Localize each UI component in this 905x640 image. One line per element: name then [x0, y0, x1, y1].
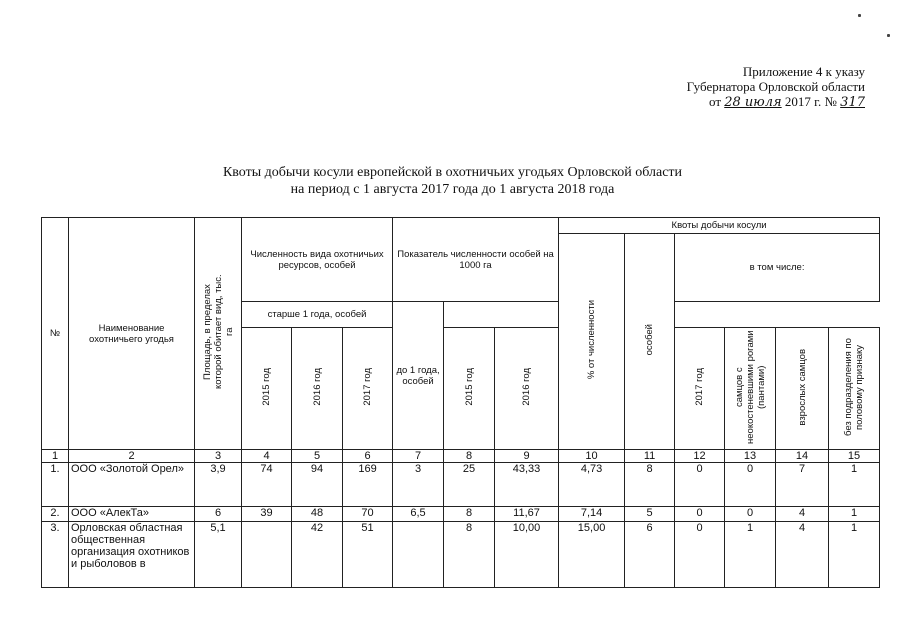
cell-pop-2017: 70: [343, 507, 393, 522]
cell-den-2016: 25: [444, 463, 495, 507]
cell-pop-2017: 169: [343, 463, 393, 507]
col-number: 7: [393, 450, 444, 463]
header-under1: до 1 года, особей: [393, 302, 444, 450]
cell-den-2015: [393, 522, 444, 588]
appendix-date-prefix: от: [708, 94, 721, 109]
cell-area: 6: [195, 507, 242, 522]
col-number: 11: [625, 450, 675, 463]
header-name: Наименование охотничьего угодья: [69, 218, 195, 450]
header-quotas: Квоты добычи косули: [559, 218, 880, 234]
header-area-text: Площадь, в пределах которой обитает вид, тыс. га: [201, 274, 235, 390]
column-numbers-row: [42, 450, 880, 463]
header-including: в том числе:: [675, 234, 880, 302]
header-den-2015: [444, 328, 495, 450]
table-row: [42, 522, 880, 588]
header-pop-2017-text: 2017 год: [362, 368, 374, 406]
header-no-sex-text: без подразделения по половому признаку: [843, 338, 866, 436]
header-pop-2016-text: 2016 год: [311, 368, 323, 406]
col-number: 14: [776, 450, 829, 463]
cell-quota: 6: [625, 522, 675, 588]
header-individuals: [625, 234, 675, 450]
handwritten-date: 28 июля: [724, 95, 782, 110]
cell-percent: 15,00: [559, 522, 625, 588]
col-number: 13: [725, 450, 776, 463]
header-pop-2015: [242, 328, 292, 450]
header-adult-males-text: взрослых самцов: [796, 348, 808, 426]
header-percent: [559, 234, 625, 450]
cell-name: ООО «Золотой Орел»: [69, 463, 195, 507]
cell-pop-2015: 39: [242, 507, 292, 522]
col-number: 3: [195, 450, 242, 463]
header-males-antlers-text: самцов с неокостеневшими рогами (пантами): [733, 330, 767, 444]
cell-den-2017: 10,00: [495, 522, 559, 588]
col-number: 6: [343, 450, 393, 463]
cell-young: 1: [829, 522, 880, 588]
col-number: 15: [829, 450, 880, 463]
appendix-line1: Приложение 4 к указу: [742, 64, 865, 79]
header-den-2017: [675, 328, 725, 450]
cell-name: ООО «АлекТа»: [69, 507, 195, 522]
cell-nosex: 7: [776, 463, 829, 507]
header-adult-males: [776, 328, 829, 450]
cell-antlers: 0: [675, 507, 725, 522]
cell-nosex: 4: [776, 507, 829, 522]
header-den-2016-text: 2016 год: [521, 368, 533, 406]
header-den-2015-text: 2015 год: [463, 368, 475, 406]
header-older: старше 1 года, особей: [242, 302, 393, 328]
cell-young: 1: [829, 463, 880, 507]
cell-young: 1: [829, 507, 880, 522]
header-no-sex: [829, 328, 880, 450]
header-row-1: [42, 218, 880, 234]
cell-percent: 7,14: [559, 507, 625, 522]
cell-pop-2016: 94: [292, 463, 343, 507]
cell-nosex: 4: [776, 522, 829, 588]
title-line1: Квоты добычи косули европейской в охотничьих угодьях Орловской области: [222, 165, 683, 180]
header-den-2017-text: 2017 год: [694, 368, 706, 406]
quota-table: [41, 217, 880, 588]
cell-percent: 4,73: [559, 463, 625, 507]
col-number: 2: [69, 450, 195, 463]
cell-no: 1.: [42, 463, 69, 507]
cell-pop-2017: 51: [343, 522, 393, 588]
col-number: 10: [559, 450, 625, 463]
cell-pop-2015: [242, 522, 292, 588]
col-number: 12: [675, 450, 725, 463]
document-title: [0, 164, 905, 198]
col-number: 1: [42, 450, 69, 463]
cell-den-2017: 43,33: [495, 463, 559, 507]
col-number: 5: [292, 450, 343, 463]
header-pop-2016: [292, 328, 343, 450]
cell-den-2017: 11,67: [495, 507, 559, 522]
cell-pop-2016: 48: [292, 507, 343, 522]
cell-pop-2015: 74: [242, 463, 292, 507]
header-population: Численность вида охотничьих ресурсов, особей: [242, 218, 393, 302]
header-density: Показатель численности особей на 1000 га: [393, 218, 559, 302]
cell-antlers: 0: [675, 463, 725, 507]
appendix-line3: [687, 94, 865, 110]
cell-males: 0: [725, 463, 776, 507]
cell-area: 5,1: [195, 522, 242, 588]
cell-males: 0: [725, 507, 776, 522]
cell-area: 3,9: [195, 463, 242, 507]
title-line2: на период с 1 августа 2017 года до 1 августа 2018 года: [290, 182, 615, 197]
cell-den-2015: 6,5: [393, 507, 444, 522]
header-percent-text: % от численности: [586, 300, 598, 380]
col-number: 8: [444, 450, 495, 463]
cell-no: 3.: [42, 522, 69, 588]
appendix-year: 2017 г. №: [784, 94, 837, 109]
cell-no: 2.: [42, 507, 69, 522]
cell-den-2016: 8: [444, 507, 495, 522]
header-individuals-text: особей: [644, 324, 656, 356]
col-number: 4: [242, 450, 292, 463]
cell-den-2015: 3: [393, 463, 444, 507]
appendix-line2: Губернатора Орловской области: [686, 79, 865, 94]
header-pop-2015-text: 2015 год: [261, 368, 272, 406]
header-pop-2017: [343, 328, 393, 450]
scan-artifact: [887, 34, 890, 37]
header-no: №: [42, 218, 69, 450]
cell-quota: 5: [625, 507, 675, 522]
handwritten-number: 317: [840, 95, 865, 110]
col-number: 9: [495, 450, 559, 463]
cell-den-2016: 8: [444, 522, 495, 588]
table-row: [42, 463, 880, 507]
cell-quota: 8: [625, 463, 675, 507]
cell-antlers: 0: [675, 522, 725, 588]
appendix-note: [687, 64, 865, 110]
cell-name: Орловская областная общественная организация охотников и рыболовов в: [69, 522, 195, 588]
header-area: [195, 218, 242, 450]
cell-pop-2016: 42: [292, 522, 343, 588]
table-row: [42, 507, 880, 522]
scan-artifact: [858, 14, 861, 17]
header-den-2016: [495, 328, 559, 450]
cell-males: 1: [725, 522, 776, 588]
header-males-antlers: [725, 328, 776, 450]
